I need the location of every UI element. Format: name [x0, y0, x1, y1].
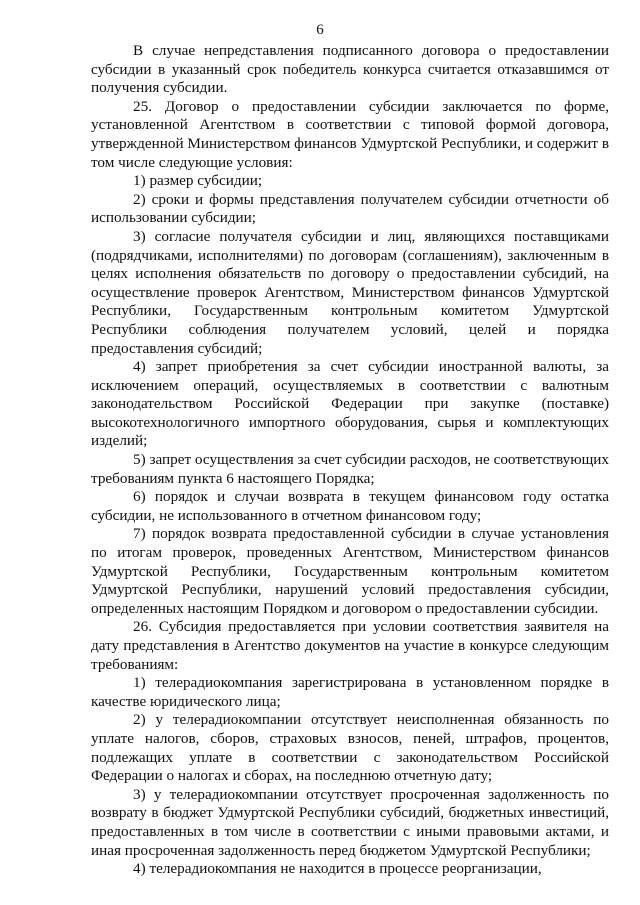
paragraph-26-item-2: 2) у телерадиокомпании отсутствует неисполненная обязанность по уплате налогов, сборов, страховых взносов, пеней, штрафов, процентов, подлежащих уплате в соответствии с законодательством Российской Федерации о налогах и сборах, на последнюю отчетную дату; — [91, 711, 609, 785]
paragraph-refusal: В случае непредставления подписанного договора о предоставлении субсидии в указанный срок победитель конкурса считается отказавшимся от получения субсидии. — [91, 42, 609, 97]
paragraph-25-item-4: 4) запрет приобретения за счет субсидии иностранной валюты, за исключением операций, осуществляемых в соответствии с валютным законодательством Российской Федерации при закупке (поставке) высокотехнологичного импортного оборудования, сырья и комплектующих изделий; — [91, 358, 609, 450]
page-number: 6 — [316, 22, 324, 38]
document-body — [91, 42, 609, 879]
paragraph-25-item-7: 7) порядок возврата предоставленной субсидии в случае установления по итогам проверок, проведенных Агентством, Министерством финансов Удмуртской Республики, Государственным контрольным комитетом Удмуртской Республики, нарушений условий предоставления субсидии, определенных настоящим Порядком и договором о предоставлении субсидии. — [91, 525, 609, 617]
paragraph-25-item-3: 3) согласие получателя субсидии и лиц, являющихся поставщиками (подрядчиками, исполнителями) по договорам (соглашениям), заключенным в целях исполнения обязательств по договору о предоставлении субсидий, на осуществление проверок Агентством, Министерством финансов Удмуртской Республики, Государственным контрольным комитетом Удмуртской Республики соблюдения получателем условий, целей и порядка предоставления субсидий; — [91, 227, 609, 357]
paragraph-25: 25. Договор о предоставлении субсидии заключается по форме, установленной Агентством в соответствии с типовой формой договора, утвержденной Министерством финансов Удмуртской Республики, и содержит в том числе следующие условия: — [91, 97, 609, 171]
paragraph-25-item-2: 2) сроки и формы представления получателем субсидии отчетности об использовании субсидии; — [91, 190, 609, 227]
paragraph-25-item-1: 1) размер субсидии; — [133, 172, 263, 190]
paragraph-26: 26. Субсидия предоставляется при условии соответствия заявителя на дату представления в Агентство документов на участие в конкурсе следующим требованиям: — [91, 618, 609, 673]
paragraph-26-item-1: 1) телерадиокомпания зарегистрирована в установленном порядке в качестве юридического лица; — [91, 674, 609, 710]
paragraph-25-item-6: 6) порядок и случаи возврата в текущем финансовом году остатка субсидии, не использованного в отчетном финансовом году; — [91, 488, 609, 524]
paragraph-26-item-4: 4) телерадиокомпания не находится в процессе реорганизации, — [133, 860, 542, 878]
paragraph-25-item-5: 5) запрет осуществления за счет субсидии расходов, не соответствующих требованиям пункта 6 настоящего Порядка; — [91, 451, 609, 487]
paragraph-26-item-3: 3) у телерадиокомпании отсутствует просроченная задолженность по возврату в бюджет Удмуртской Республики субсидий, бюджетных инвестиций, предоставленных в том числе в соответствии с иными правовыми актами, и иная просроченная задолженность перед бюджетом Удмуртской Республики; — [91, 785, 609, 859]
